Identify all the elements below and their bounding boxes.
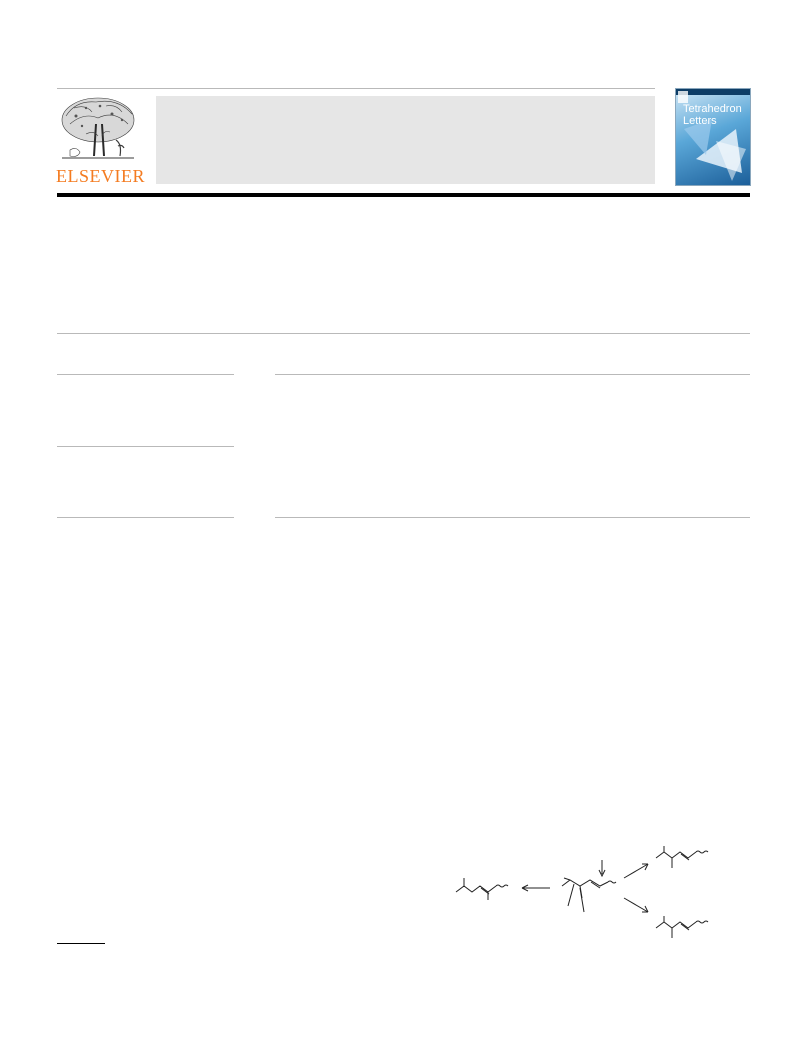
- reaction-arrow-upper: [624, 864, 648, 878]
- footnote-rule: [57, 943, 105, 944]
- publisher-logo-text: ELSEVIER: [56, 166, 145, 186]
- article-info-rule-middle: [57, 446, 234, 447]
- journal-header-box: [156, 96, 655, 184]
- upper-product-structure: [656, 846, 708, 868]
- abstract-rule-bottom: [275, 517, 750, 518]
- journal-cover-title: Tetrahedron Letters: [683, 103, 742, 127]
- reaction-arrow-left: [522, 885, 550, 891]
- tree-icon: [56, 94, 140, 164]
- article-info-rule-bottom: [57, 517, 234, 518]
- left-product-structure: [456, 878, 508, 900]
- lower-product-structure: [656, 916, 708, 938]
- top-rule: [57, 88, 655, 89]
- reaction-arrow-lower: [624, 898, 648, 912]
- header-thick-rule: [57, 193, 750, 197]
- title-block-rule: [57, 333, 750, 334]
- reaction-scheme: [450, 840, 740, 950]
- article-info-rule-top: [57, 374, 234, 375]
- journal-cover: [675, 88, 751, 186]
- central-substrate-structure: [562, 860, 616, 912]
- abstract-rule-top: [275, 374, 750, 375]
